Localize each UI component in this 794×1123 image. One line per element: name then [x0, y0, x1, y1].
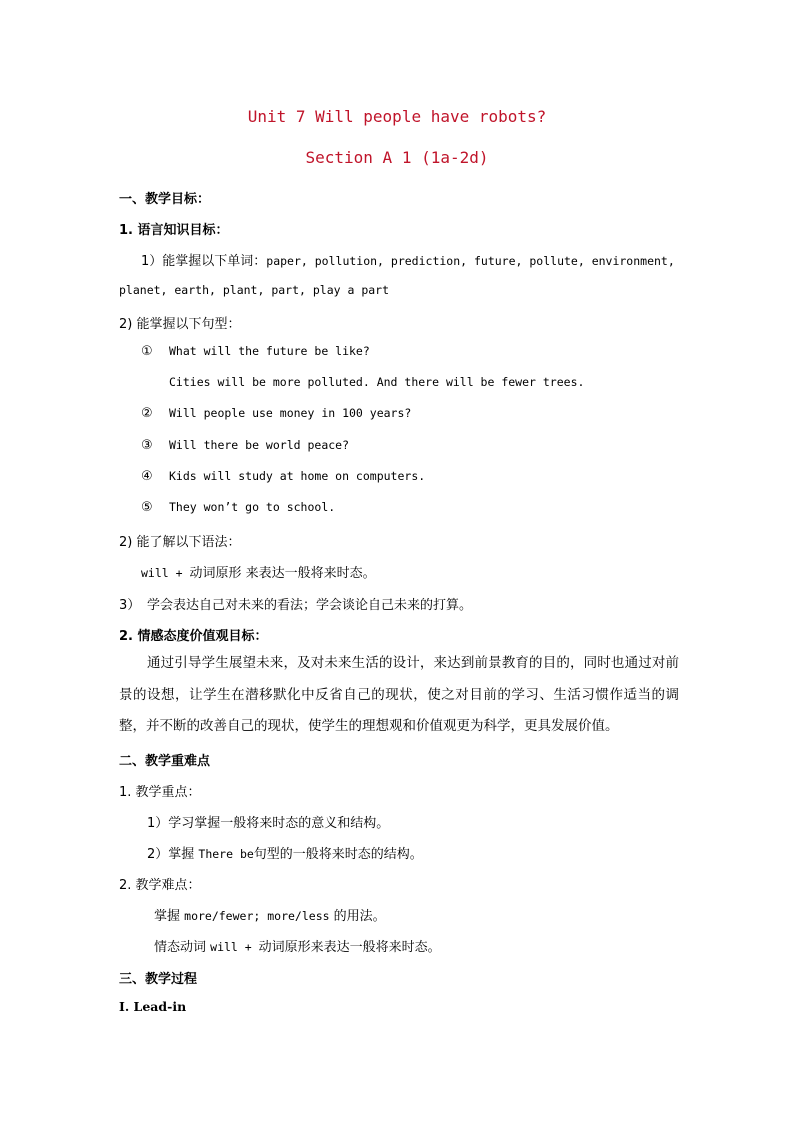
pattern-item [141, 500, 335, 515]
difficult-point-2-post: 动词原形来表达一般将来时态。 [258, 940, 441, 955]
pattern-number: ② [141, 406, 153, 421]
document-subtitle: Section A 1 (1a-2d) [305, 148, 489, 167]
difficult-point-1-code: more/fewer; more/less [184, 909, 330, 923]
difficult-point-1-post: 的用法。 [329, 909, 386, 924]
pattern-text: Will there be world peace? [169, 438, 350, 452]
key-point-2 [147, 843, 423, 862]
key-point-2-pre: 2）掌握 [147, 847, 199, 862]
emotional-objectives-paragraph: 通过引导学生展望未来，及对未来生活的设计，来达到前景教育的目的，同时也通过对前景的设想，让学生在潜移默化中反省自己的现状，使之对目前的学习、生活习惯作适当的调整，并不断的改善自己的现状，使学生的理想观和价值观更为科学，更具发展价值。 [119, 655, 679, 734]
pattern-text: Kids will study at home on computers. [169, 469, 426, 483]
difficult-points-heading: 2. 教学难点： [119, 878, 201, 893]
item-3-text: 学会表达自己对未来的看法；学会谈论自己未来的打算。 [147, 598, 473, 613]
item-3 [119, 594, 472, 613]
pattern-number: ① [141, 344, 153, 359]
section-heading-objectives: 一、教学目标： [119, 192, 211, 207]
key-point-2-post: 句型的一般将来时态的结构。 [253, 847, 423, 862]
grammar-line [141, 562, 376, 581]
difficult-point-2-code: will + [210, 940, 259, 954]
subheading-language-objectives: 1. 语言知识目标： [119, 223, 229, 238]
pattern-item [141, 406, 411, 421]
pattern-text: They won’t go to school. [169, 500, 336, 514]
lead-in-heading: Ⅰ. Lead-in [119, 999, 187, 1014]
vocab-words-2: planet, earth, plant, part, play a part [119, 283, 390, 297]
pattern-item [141, 438, 349, 453]
pattern-number: ⑤ [141, 500, 153, 515]
patterns-intro: 2) 能掌握以下句型： [119, 317, 241, 332]
pattern-text: Cities will be more polluted. And there will be fewer trees. [169, 375, 585, 389]
pattern-number: ③ [141, 438, 153, 453]
grammar-code: will + [141, 566, 190, 580]
difficult-point-1-pre: 掌握 [154, 909, 185, 924]
pattern-item [141, 469, 425, 484]
pattern-number: ④ [141, 469, 153, 484]
pattern-text: Will people use money in 100 years? [169, 406, 412, 420]
vocab-intro: 1）能掌握以下单词： [141, 254, 267, 269]
key-point-2-code: There be [198, 847, 254, 861]
key-points-heading: 1. 教学重点： [119, 785, 201, 800]
grammar-text: 动词原形 来表达一般将来时态。 [189, 566, 376, 581]
document-title: Unit 7 Will people have robots? [247, 107, 547, 126]
section-heading-process: 三、教学过程 [119, 972, 198, 987]
vocab-words-1: paper, pollution, prediction, future, pollute, environment, [266, 254, 675, 268]
difficult-point-1 [154, 905, 386, 924]
key-point-1: 1）学习掌握一般将来时态的意义和结构。 [147, 816, 390, 831]
pattern-item [141, 375, 584, 390]
difficult-point-2 [154, 936, 441, 955]
vocab-line [141, 250, 675, 269]
subheading-emotional-objectives: 2. 情感态度价值观目标： [119, 629, 268, 644]
section-heading-key-points: 二、教学重难点 [119, 754, 211, 769]
grammar-intro: 2) 能了解以下语法： [119, 535, 241, 550]
difficult-point-2-pre: 情态动词 [154, 940, 211, 955]
pattern-item [141, 344, 370, 359]
item-3-number: 3） [119, 598, 141, 613]
pattern-text: What will the future be like? [169, 344, 370, 358]
